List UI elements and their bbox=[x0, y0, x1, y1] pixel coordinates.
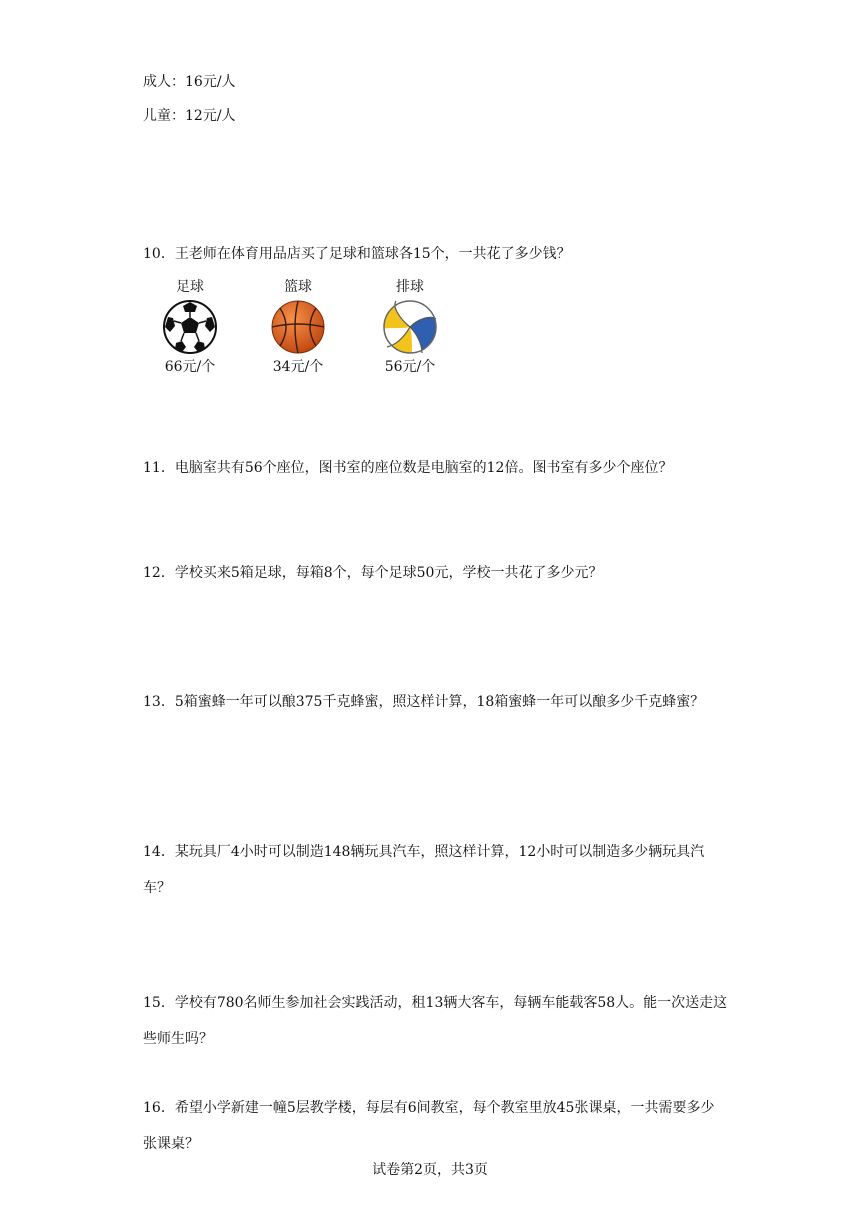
question-number: 15． bbox=[143, 995, 175, 1011]
question-number: 13． bbox=[143, 694, 175, 710]
ball-item-basketball bbox=[258, 277, 338, 377]
volleyball-icon bbox=[382, 299, 438, 355]
question-text: 学校买来5箱足球，每箱8个，每个足球50元，学校一共花了多少元？ bbox=[174, 565, 603, 581]
question-11 bbox=[143, 450, 728, 486]
question-10 bbox=[143, 236, 728, 272]
ball-name: 排球 bbox=[396, 279, 424, 295]
question-number: 16． bbox=[143, 1100, 175, 1116]
question-text: 希望小学新建一幢5层教学楼，每层有6间教室，每个教室里放45张课桌，一共需要多少张课桌？ bbox=[143, 1100, 715, 1152]
page-footer: 试卷第2页，共3页 bbox=[372, 1162, 488, 1178]
question-text: 王老师在体育用品店买了足球和篮球各15个，一共花了多少钱？ bbox=[174, 246, 571, 262]
question-14 bbox=[143, 834, 728, 906]
ball-item-soccer bbox=[150, 277, 230, 377]
soccer-ball-icon bbox=[162, 299, 218, 355]
question-number: 11． bbox=[143, 460, 175, 476]
question-number: 10． bbox=[143, 246, 175, 262]
question-text: 5箱蜜蜂一年可以酿375千克蜂蜜，照这样计算，18箱蜜蜂一年可以酿多少千克蜂蜜？ bbox=[174, 694, 705, 710]
question-15 bbox=[143, 985, 728, 1057]
question-number: 12． bbox=[143, 565, 175, 581]
question-text: 学校有780名师生参加社会实践活动，租13辆大客车，每辆车能载客58人。能一次送走这些师生吗？ bbox=[143, 995, 728, 1047]
ball-price: 66元/个 bbox=[164, 359, 216, 375]
basketball-icon bbox=[270, 299, 326, 355]
ball-name: 足球 bbox=[176, 279, 204, 295]
adult-price: 成人：16元/人 bbox=[143, 74, 236, 90]
ball-item-volleyball bbox=[370, 277, 450, 377]
question-13 bbox=[143, 684, 728, 720]
ball-name: 篮球 bbox=[284, 279, 312, 295]
question-text: 某玩具厂4小时可以制造148辆玩具汽车，照这样计算，12小时可以制造多少辆玩具汽车？ bbox=[143, 844, 705, 896]
child-price: 儿童：12元/人 bbox=[143, 108, 236, 124]
question-12 bbox=[143, 555, 728, 591]
ball-price: 56元/个 bbox=[384, 359, 436, 375]
question-number: 14． bbox=[143, 844, 175, 860]
ball-price-figure bbox=[150, 277, 450, 377]
ball-price: 34元/个 bbox=[272, 359, 324, 375]
question-text: 电脑室共有56个座位，图书室的座位数是电脑室的12倍。图书室有多少个座位？ bbox=[174, 460, 673, 476]
question-16 bbox=[143, 1090, 728, 1162]
